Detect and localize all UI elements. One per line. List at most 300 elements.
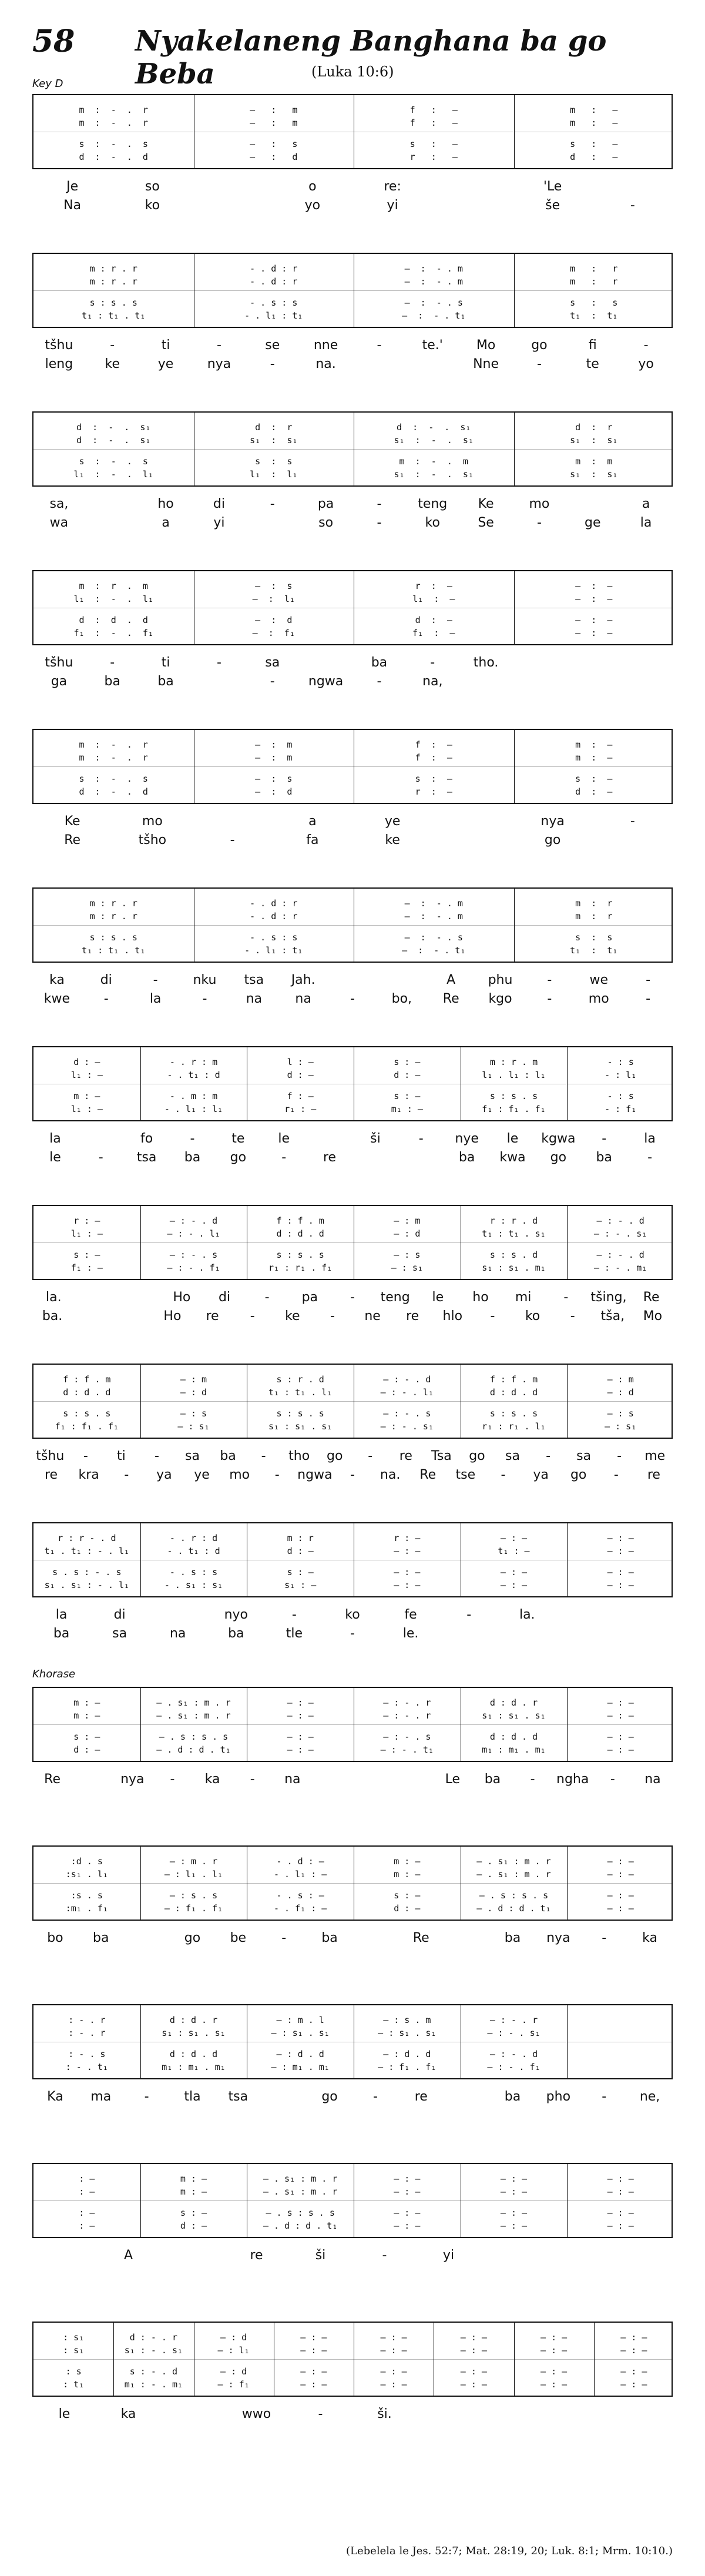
lyric-syllable: nya <box>207 357 231 371</box>
measure-notes: : t₁ <box>63 2379 85 2390</box>
measure-notes: — : l₁ <box>252 594 295 604</box>
voice-row <box>33 262 672 275</box>
measure-notes: — : - . m₁ <box>594 1262 647 1273</box>
measure-notes: - . l₁ : t₁ <box>244 310 303 321</box>
measure-notes: — : m . l <box>276 2015 324 2025</box>
measure-notes: s : — <box>394 1091 421 1101</box>
lyric-syllable: ho <box>157 497 174 511</box>
measure-notes: - . m : m <box>169 1091 218 1101</box>
measure-notes: — : — <box>300 2366 327 2377</box>
measure-notes: — : d <box>220 2332 247 2343</box>
measure-notes: : - . s <box>68 2049 106 2059</box>
measure-notes: m₁ : - . m₁ <box>124 2379 183 2390</box>
lyric-line <box>32 2088 673 2106</box>
voice-row <box>33 2206 672 2219</box>
measure-notes: t₁ : — <box>498 1546 530 1556</box>
measure-notes: f₁ : f₁ . f₁ <box>55 1421 119 1432</box>
lyric-syllable: re <box>406 1309 419 1324</box>
measure-notes: m : - . r <box>79 105 148 115</box>
measure-notes: s : s . s <box>89 932 137 943</box>
measure-notes: m : — <box>73 1710 100 1721</box>
measure-notes: — : s₁ . s₁ <box>378 2028 437 2038</box>
voice-row <box>33 1545 672 1557</box>
lyric-syllable: - <box>377 674 382 689</box>
lyric-syllable: yo <box>638 357 654 371</box>
lyrics <box>32 169 673 219</box>
lyric-syllable: mi <box>515 1290 532 1305</box>
lyric-syllable: ba. <box>42 1309 63 1324</box>
lyric-syllable: we <box>589 973 608 987</box>
hymn-reference: (Luka 10:6) <box>311 63 394 80</box>
measure-notes: : — <box>79 2186 95 2197</box>
measure-notes: s : s . s <box>276 1408 324 1419</box>
measure-notes: l : — <box>287 1057 314 1067</box>
measure-notes: - . d : r <box>250 276 298 287</box>
lyric-syllable: nya <box>546 1931 570 1945</box>
measure-notes: — : — <box>540 2379 568 2390</box>
lyric-syllable: hlo <box>442 1309 463 1324</box>
lyric-syllable: - <box>602 1931 607 1945</box>
lyric-syllable: ge <box>584 515 601 530</box>
lyric-syllable: re <box>399 1449 412 1463</box>
lyric-syllable: go <box>469 1449 485 1463</box>
measure-notes: — : - . m <box>404 911 463 922</box>
staff <box>32 94 673 169</box>
lyric-syllable: Re <box>44 1772 61 1787</box>
lyric-syllable: Je <box>66 179 79 194</box>
measure-notes: - . r : d <box>169 1533 218 1543</box>
lyric-syllable: ba <box>321 1931 338 1945</box>
measure-notes: : — <box>79 2173 95 2184</box>
lyrics <box>32 963 673 1012</box>
measure-notes: m : — <box>73 1091 100 1101</box>
measure-notes: — : s . s <box>169 1890 218 1901</box>
measure-notes: — : — <box>300 2332 327 2343</box>
measure-notes: m : — <box>575 739 613 750</box>
measure-notes: — : - . f₁ <box>167 1262 220 1273</box>
measure-notes: d : - . d <box>79 786 148 797</box>
measure-notes: — : - . d <box>596 1215 644 1226</box>
measure-notes: s : s . s <box>63 1408 111 1419</box>
measure-notes: — : — <box>380 2345 407 2356</box>
measure-notes: — : — <box>540 2366 568 2377</box>
lyric-line <box>32 196 673 215</box>
lyric-syllable: 'Le <box>543 179 562 194</box>
lyric-syllable: - <box>418 1131 424 1146</box>
measure-notes: f : — <box>415 752 452 763</box>
measure-notes: - . s₁ : s₁ <box>164 1580 223 1590</box>
measure-notes: s₁ : s₁ . m₁ <box>482 1262 546 1273</box>
lyric-syllable: na <box>284 1772 301 1787</box>
lyric-syllable: - <box>202 991 207 1006</box>
hymn-number: 58 <box>32 24 75 59</box>
voice-row <box>33 434 672 447</box>
measure-notes: — : - . s₁ <box>380 1421 434 1432</box>
lyric-syllable: yi <box>387 198 398 213</box>
measure-notes: — : — <box>575 581 613 591</box>
lyric-syllable: - <box>617 1449 622 1463</box>
lyric-syllable: na <box>246 991 263 1006</box>
measure-notes: — . s : s . s <box>159 1731 229 1742</box>
lyric-syllable: - <box>216 338 221 353</box>
measure-notes: — : — <box>394 2186 421 2197</box>
voice-row <box>33 897 672 910</box>
voice-row <box>33 275 672 288</box>
measure-notes: — : s <box>255 773 293 784</box>
measure-notes: :m₁ . f₁ <box>65 1903 108 1914</box>
lyric-syllable: ba <box>93 1931 109 1945</box>
lyric-syllable: ye <box>384 814 401 829</box>
lyric-syllable: še <box>545 198 560 213</box>
lyric-syllable: teng <box>418 497 448 511</box>
measure-notes: — : - . r <box>489 2015 538 2025</box>
lyrics <box>32 804 673 853</box>
lyrics <box>32 2238 673 2287</box>
voice-row <box>33 1889 672 1902</box>
measure-notes: — : — <box>607 1533 634 1543</box>
measure-notes: - . s : s <box>169 1567 218 1577</box>
lyric-syllable: la <box>55 1607 68 1622</box>
measure-notes: f : f . m <box>489 1374 538 1385</box>
lyric-syllable: nne <box>313 338 338 353</box>
lyric-syllable: ka <box>204 1772 220 1787</box>
voice-row <box>33 116 672 129</box>
lyrics <box>32 487 673 536</box>
measure-notes: d : d . d <box>79 615 148 625</box>
measure-notes: d : — <box>287 1070 314 1080</box>
measure-notes: — : — <box>460 2332 487 2343</box>
lyric-syllable: ka <box>642 1931 657 1945</box>
measure-notes: — : — <box>607 1869 634 1880</box>
staff <box>32 1845 673 1921</box>
lyric-line <box>32 336 673 355</box>
measure-notes: s : s . s <box>276 1250 324 1260</box>
lyric-syllable: Tsa <box>431 1449 452 1463</box>
measure-notes: d : - . s₁ <box>397 422 471 433</box>
lyric-syllable: sa, <box>49 497 69 511</box>
lyric-syllable: di <box>218 1290 231 1305</box>
lyric-syllable: ko <box>345 1607 360 1622</box>
measure-notes: — : — <box>500 2220 528 2231</box>
staff-divider <box>33 449 672 450</box>
lyric-line <box>32 1929 673 1948</box>
lyric-syllable: A <box>446 973 456 987</box>
lyric-syllable: Na <box>63 198 82 213</box>
voice-row <box>33 2172 672 2185</box>
lyric-syllable: Re <box>64 833 81 847</box>
lyric-syllable: a <box>308 814 317 829</box>
voice-row <box>33 2331 672 2344</box>
measure-notes: — : — <box>620 2332 647 2343</box>
measure-notes: — : — <box>287 1744 314 1755</box>
measure-notes: m : r <box>575 898 613 909</box>
hymn-title: Nyakelaneng Banghana ba go Beba <box>135 25 607 91</box>
music-system <box>32 253 673 377</box>
measure-notes: — . s₁ : m . r <box>263 2173 338 2184</box>
voice-row <box>33 1566 672 1579</box>
measure-notes: f₁ : f₁ . f₁ <box>482 1104 546 1114</box>
lyric-syllable: mo <box>588 991 609 1006</box>
measure-notes: — : - . t₁ <box>402 945 466 956</box>
measure-notes: d : — <box>180 2220 207 2231</box>
measure-notes: m₁ : m₁ . m₁ <box>162 2062 226 2072</box>
voice-row <box>33 1386 672 1399</box>
measure-notes: s₁ : - . s₁ <box>394 469 474 480</box>
measure-notes: — : — <box>500 2207 528 2218</box>
lyric-syllable: sa <box>265 655 280 670</box>
lyric-line <box>32 1466 673 1485</box>
lyric-syllable: tšhu <box>45 338 73 353</box>
staff-divider <box>33 1724 672 1725</box>
measure-notes: — : m <box>255 739 293 750</box>
voice-row <box>33 944 672 957</box>
measure-notes: — : m <box>255 752 293 763</box>
lyric-syllable: ba <box>184 1150 201 1165</box>
measure-notes: — : - . t₁ <box>402 310 466 321</box>
measure-notes: — : s₁ <box>605 1421 637 1432</box>
lyric-syllable: kwe <box>43 991 70 1006</box>
voice-row <box>33 2378 672 2391</box>
lyric-syllable: - <box>270 674 275 689</box>
lyric-syllable: - <box>377 497 382 511</box>
measure-notes: — : s <box>607 1408 634 1419</box>
voice-row <box>33 1227 672 1240</box>
voice-row <box>33 772 672 785</box>
measure-notes: — . s₁ : m . r <box>156 1697 231 1708</box>
lyric-syllable: - <box>546 1449 551 1463</box>
measure-notes: — : — <box>380 2366 407 2377</box>
lyric-syllable: Ke <box>64 814 80 829</box>
lyric-syllable: Nne <box>473 357 499 371</box>
measure-notes: s₁ . s₁ : - . l₁ <box>44 1580 130 1590</box>
voice-row <box>33 592 672 605</box>
lyric-line <box>32 1606 673 1624</box>
lyric-syllable: la <box>49 1131 61 1146</box>
measure-notes: — : d <box>250 152 298 162</box>
lyric-line <box>32 2405 673 2424</box>
measure-notes: l₁ : - . l₁ <box>73 594 153 604</box>
lyric-syllable: re <box>250 2248 263 2263</box>
measure-notes: — : - . t₁ <box>380 1744 434 1755</box>
lyric-line <box>32 2106 673 2125</box>
measure-notes: — : - . s <box>383 1408 431 1419</box>
voice-row <box>33 1855 672 1868</box>
measure-notes: — : — <box>575 615 613 625</box>
measure-notes: — : l₁ <box>217 2345 250 2356</box>
measure-notes: — : — <box>394 1567 421 1577</box>
lyrics <box>32 1280 673 1329</box>
measure-notes: r₁ : — <box>284 1104 317 1114</box>
lyric-syllable: sa <box>185 1449 200 1463</box>
measure-notes: - : s <box>607 1057 634 1067</box>
measure-notes: — : — <box>575 594 613 604</box>
measure-notes: l₁ : — <box>70 1104 103 1114</box>
lyric-syllable: - <box>536 515 542 530</box>
staff-divider <box>33 1242 672 1243</box>
voice-row <box>33 309 672 322</box>
lyric-syllable: - <box>83 1449 88 1463</box>
measure-notes: — : - . s <box>169 1250 218 1260</box>
lyric-syllable: tšho <box>138 833 167 847</box>
measure-notes: — : — <box>460 2366 487 2377</box>
lyric-syllable: ke <box>385 833 400 847</box>
lyric-syllable: Ho <box>163 1309 182 1324</box>
measure-notes: t₁ : t₁ . t₁ <box>82 310 146 321</box>
measure-notes: — : - . s₁ <box>594 1228 647 1239</box>
lyric-syllable: ngwa <box>308 674 344 689</box>
lyric-syllable: - <box>216 655 221 670</box>
lyric-syllable: na, <box>422 674 443 689</box>
measure-notes: — : — <box>607 2186 634 2197</box>
lyrics <box>32 1921 673 1970</box>
measure-notes: t₁ : t₁ . s₁ <box>482 1228 546 1239</box>
lyric-syllable: ba <box>596 1150 612 1165</box>
lyric-syllable: ye <box>157 357 174 371</box>
voice-row <box>33 1902 672 1915</box>
measure-notes: d : r <box>255 422 293 433</box>
lyric-syllable: - <box>230 833 235 847</box>
lyric-syllable: - <box>103 991 109 1006</box>
measure-notes: — : s₁ <box>177 1421 210 1432</box>
measure-notes: s : — <box>73 1731 100 1742</box>
measure-notes: — : - . f₁ <box>487 2062 540 2072</box>
measure-notes: s : s . s <box>89 297 137 308</box>
lyric-syllable: - <box>350 1468 355 1482</box>
lyric-syllable: nya <box>540 814 565 829</box>
measure-notes: - . s : — <box>276 1890 324 1901</box>
lyric-line <box>32 2246 673 2265</box>
lyric-syllable: kra <box>78 1468 99 1482</box>
lyric-syllable: - <box>318 2407 323 2421</box>
measure-notes: r : r - . d <box>58 1533 116 1543</box>
measure-notes: — : - . l₁ <box>380 1387 434 1398</box>
lyric-syllable: sa <box>112 1626 127 1641</box>
lyric-syllable: wwo <box>241 2407 271 2421</box>
voice-row <box>33 910 672 923</box>
lyric-syllable: ba <box>228 1626 244 1641</box>
measure-notes: - . l₁ : — <box>274 1869 327 1880</box>
measure-notes: — : s <box>394 1250 421 1260</box>
lyric-syllable: mo <box>529 497 550 511</box>
measure-notes: s₁ : s₁ <box>570 469 618 480</box>
lyric-syllable: - <box>613 1468 619 1482</box>
staff <box>32 1046 673 1121</box>
measure-notes: — : — <box>540 2332 568 2343</box>
measure-notes: — . s₁ : m . r <box>476 1869 551 1880</box>
voice-row <box>33 2026 672 2039</box>
lyric-syllable: go <box>550 1150 567 1165</box>
lyric-syllable: tsa <box>228 2089 249 2104</box>
measure-notes: — : — <box>500 1567 528 1577</box>
lyric-syllable: fa <box>306 833 319 847</box>
lyric-line <box>32 495 673 514</box>
lyric-syllable: ba <box>53 1626 70 1641</box>
lyric-syllable: ne <box>364 1309 381 1324</box>
lyric-syllable: ba <box>504 1931 521 1945</box>
lyric-syllable: Ke <box>478 497 494 511</box>
measure-notes: s : s <box>570 297 618 308</box>
lyric-syllable: - <box>547 973 552 987</box>
lyric-syllable: le <box>432 1290 444 1305</box>
measure-notes: t₁ : t₁ <box>570 945 618 956</box>
measure-notes: r : — <box>409 152 458 162</box>
lyric-line <box>32 355 673 374</box>
measure-notes: t₁ . t₁ : - . l₁ <box>44 1546 130 1556</box>
measure-notes: : s₁ <box>63 2332 85 2343</box>
voice-row <box>33 1868 672 1881</box>
lyric-syllable: - <box>190 1131 195 1146</box>
measure-notes: - . s : s <box>250 297 298 308</box>
voice-row <box>33 138 672 150</box>
lyric-syllable: - <box>377 515 382 530</box>
lyric-syllable: ho <box>472 1290 489 1305</box>
measure-notes: f : f . m <box>276 1215 324 1226</box>
lyric-syllable: go <box>570 1468 587 1482</box>
voice-row <box>33 1579 672 1592</box>
measure-notes: f : — <box>287 1091 314 1101</box>
measure-notes: l₁ : l₁ <box>250 469 298 480</box>
measure-notes: — : m <box>180 1374 207 1385</box>
voice-row <box>33 785 672 798</box>
measure-notes: - . t₁ : d <box>167 1070 220 1080</box>
measure-notes: — : — <box>607 1567 634 1577</box>
measure-notes: — : — <box>394 2173 421 2184</box>
music-system <box>32 411 673 536</box>
lyric-syllable: Ka <box>47 2089 63 2104</box>
lyric-syllable: ke <box>285 1309 300 1324</box>
staff <box>32 1364 673 1439</box>
lyric-syllable: le. <box>402 1626 419 1641</box>
lyric-syllable: a <box>642 497 650 511</box>
measure-notes: — : — <box>620 2366 647 2377</box>
measure-notes: r : — <box>73 1215 100 1226</box>
measure-notes: m : r <box>287 1533 314 1543</box>
voice-row <box>33 2219 672 2232</box>
lyric-syllable: - <box>602 2089 607 2104</box>
measure-notes: — : - . d <box>383 1374 431 1385</box>
lyric-syllable: ba <box>104 674 120 689</box>
measure-notes: — : s <box>180 1408 207 1419</box>
lyric-syllable: Jah. <box>291 973 315 987</box>
measure-notes: — : d <box>180 1387 207 1398</box>
lyric-syllable: - <box>530 1772 535 1787</box>
measure-notes: r : — <box>394 1533 421 1543</box>
measure-notes: s : — <box>180 2207 207 2218</box>
lyric-syllable: fe <box>404 1607 417 1622</box>
measure-notes: f₁ : - . f₁ <box>73 628 153 638</box>
measure-notes: s : — <box>415 773 452 784</box>
lyric-syllable: - <box>153 973 158 987</box>
measure-notes: — . s₁ : m . r <box>156 1710 231 1721</box>
measure-notes: s : — <box>394 1890 421 1901</box>
lyric-syllable: - <box>536 357 542 371</box>
lyric-syllable: - <box>110 338 115 353</box>
lyric-syllable: Mo <box>643 1309 663 1324</box>
measure-notes: — : — <box>620 2379 647 2390</box>
measure-notes: — : s <box>250 139 298 149</box>
measure-notes: — : — <box>620 2345 647 2356</box>
lyric-syllable: - <box>368 1449 373 1463</box>
measure-notes: s : - . d <box>129 2366 178 2377</box>
measure-notes: s : s <box>575 932 613 943</box>
voice-row <box>33 1103 672 1116</box>
measure-notes: : - . r <box>68 2028 106 2038</box>
measure-notes: — : — <box>394 2207 421 2218</box>
lyric-syllable: sa <box>505 1449 520 1463</box>
measure-notes: s : — <box>570 139 618 149</box>
measure-notes: l₁ : - . l₁ <box>73 469 153 480</box>
measure-notes: m : - . r <box>79 752 148 763</box>
